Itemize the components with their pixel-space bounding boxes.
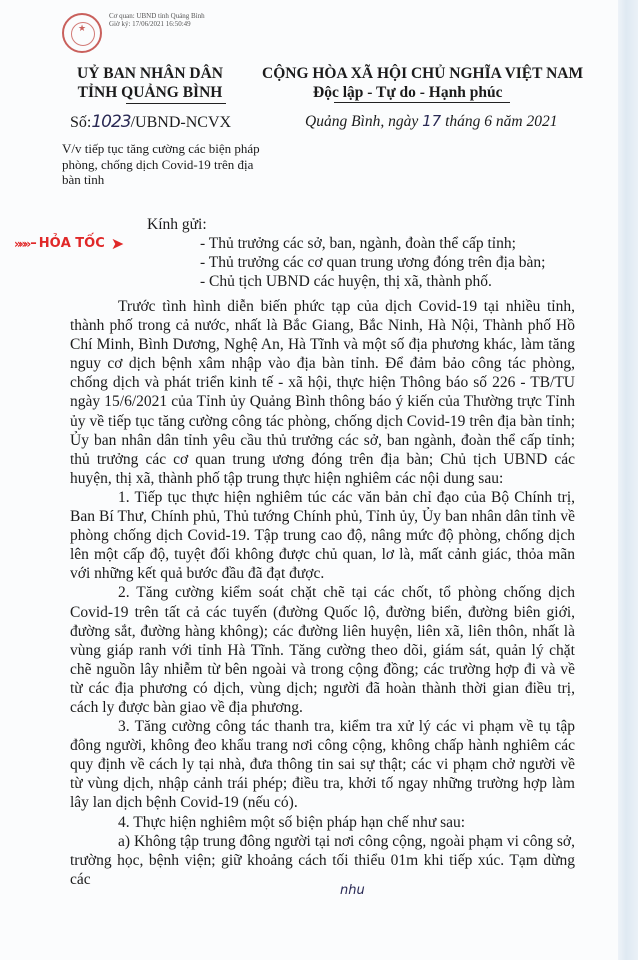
- org-line-2: TỈNH QUẢNG BÌNH: [77, 84, 223, 101]
- motto-text: Độc lập - Tự do - Hạnh phúc: [313, 84, 503, 101]
- doc-number-handwritten: 1023: [91, 112, 131, 132]
- doc-number-prefix: Số:: [70, 114, 92, 131]
- date-prefix: Quảng Bình, ngày: [305, 113, 419, 130]
- body-paragraph-1: 1. Tiếp tục thực hiện nghiêm túc các văn bản chỉ đạo của Bộ Chính trị, Ban Bí Thư, Chính phủ, Thủ tướng Chính phủ, Tỉnh ủy, Ủy ban nhân dân tỉnh về phòng chống dịch Covid-19. Tập trung cao độ, nâng mức độ phòng, chống dịch lên một cấp độ, tuyệt đối không được chủ quan, lơ là, mất cảnh giác, thỏa mãn với những kết quả bước đầu đã đạt được.: [70, 488, 575, 583]
- recipient-item: - Chủ tịch UBND các huyện, thị xã, thành phố.: [200, 273, 492, 290]
- recipients-list: [200, 234, 545, 291]
- recipients-heading: Kính gửi:: [147, 216, 207, 233]
- recipient-item: - Thủ trưởng các sở, ban, ngành, đoàn thể cấp tỉnh;: [200, 235, 516, 252]
- document-number: [70, 112, 231, 132]
- issuing-organization: [50, 64, 250, 102]
- national-motto: [313, 83, 502, 102]
- stamp-label: HỎA TỐC: [38, 236, 105, 251]
- date-suffix: tháng 6 năm 2021: [441, 113, 558, 130]
- document-body: [70, 297, 575, 889]
- place-date-line: [305, 112, 557, 131]
- motto-underline: [334, 102, 510, 103]
- doc-number-suffix: /UBND-NCVX: [130, 114, 232, 131]
- signature-time: Giờ ký: 17/06/2021 16:50:49: [109, 20, 191, 28]
- body-paragraph-2: 2. Tăng cường kiểm soát chặt chẽ tại các chốt, tổ phòng chống dịch Covid-19 trên tất cả các tuyến (đường Quốc lộ, đường biển, đường biên giới, đường sắt, đường hàng không); các đường liên huyện, liên xã, liên thôn, nhất là vùng giáp ranh với tỉnh Hà Tĩnh. Tăng cường theo dõi, giám sát, quản lý chặt chẽ nguồn lây nhiễm từ bên ngoài và trong cộng đồng; các trường hợp đi và về từ các địa phương có dịch, vùng dịch; người đã hoàn thành thời gian điều trị, cách ly được bàn giao về địa phương.: [70, 584, 575, 716]
- date-day-handwritten: 17: [422, 112, 442, 130]
- national-emblem-seal-icon: ★: [62, 13, 102, 53]
- urgent-stamp: [14, 234, 124, 253]
- org-underline: [126, 103, 226, 104]
- org-line-1: UỶ BAN NHÂN DÂN: [77, 65, 223, 82]
- page-edge-shadow: [618, 0, 638, 960]
- national-title: CỘNG HÒA XÃ HỘI CHỦ NGHĨA VIỆT NAM: [262, 65, 584, 82]
- handwritten-initials: nhu: [340, 883, 365, 898]
- body-paragraph-3: 3. Tăng cường công tác thanh tra, kiểm tra xử lý các vi phạm về tụ tập đông người, không đeo khẩu trang nơi công cộng, không chấp hành nghiêm các quy định về cách ly tại nhà, đưa thông tin sai sự thật; các vi phạm chở người về từ vùng dịch, nhập cảnh trái phép; điều tra, khởi tố ngay những trường hợp làm lây lan dịch bệnh Covid-19 (nếu có).: [70, 718, 575, 812]
- digital-signature-info: [109, 12, 205, 28]
- stamp-dash: –: [30, 236, 37, 251]
- document-subject: V/v tiếp tục tăng cường các biện pháp phòng, chống dịch Covid-19 trên địa bàn tỉnh: [62, 141, 260, 187]
- signature-agency: Cơ quan: UBND tỉnh Quảng Bình: [109, 12, 205, 20]
- arrow-right-icon: ➤: [110, 234, 125, 253]
- body-paragraph-4: 4. Thực hiện nghiêm một số biện pháp hạn chế như sau:: [118, 813, 466, 831]
- body-paragraph-4a: a) Không tập trung đông người tại nơi công cộng, ngoài phạm vi công sở, trường học, bệnh viện; giữ khoảng cách tối thiểu 01m khi tiếp xúc. Tạm dừng các: [70, 832, 575, 888]
- body-paragraph-intro: Trước tình hình diễn biến phức tạp của dịch Covid-19 tại nhiều tỉnh, thành phố trong cả nước, nhất là Bắc Giang, Bắc Ninh, Hà Nội, Thành phố Hồ Chí Minh, Bình Dương, Nghệ An, Hà Tĩnh và một số địa phương khác, làm tăng nguy cơ dịch bệnh xâm nhập vào địa bàn tỉnh. Để đảm bảo công tác phòng, chống dịch và phát triển kinh tế - xã hội, thực hiện Thông báo số 226 - TB/TU ngày 15/6/2021 của Tỉnh ủy Quảng Bình thông báo ý kiến của Thường trực Tỉnh ủy về tiếp tục tăng cường công tác phòng, chống dịch Covid-19 trên địa bàn tỉnh; Ủy ban nhân dân tỉnh yêu cầu thủ trưởng các sở, ban ngành, đoàn thể cấp tỉnh; thủ trưởng các cơ quan trung ương đóng trên địa bàn; Chủ tịch UBND các huyện, thị xã, thành phố tập trung thực hiện nghiêm các nội dung sau:: [70, 298, 575, 487]
- recipient-item: - Thủ trưởng các cơ quan trung ương đóng trên địa bàn;: [200, 254, 546, 271]
- arrow-feathers-icon: »»»: [14, 236, 29, 251]
